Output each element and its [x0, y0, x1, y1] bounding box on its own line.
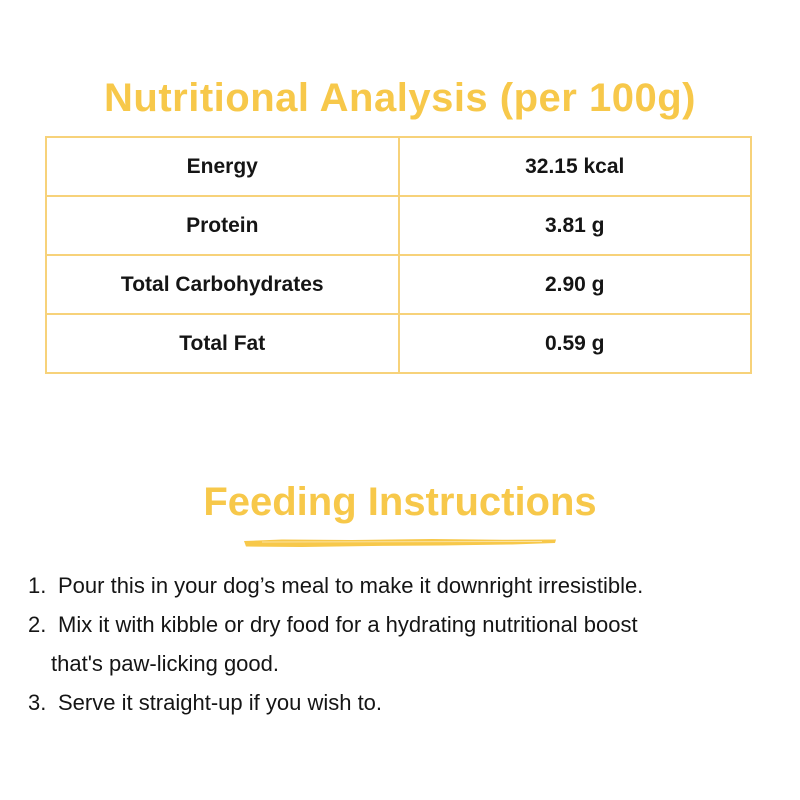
list-item: [28, 683, 778, 722]
list-item: [28, 566, 778, 605]
table-row: [46, 137, 751, 196]
table-row: [46, 196, 751, 255]
nutrient-value: 2.90 g: [399, 255, 752, 314]
nutrition-title: Nutritional Analysis (per 100g): [104, 76, 696, 120]
nutrient-value: 32.15 kcal: [399, 137, 752, 196]
step-text-continued: that's paw-licking good.: [51, 651, 279, 676]
list-item: [28, 605, 778, 683]
nutrient-value: 3.81 g: [399, 196, 752, 255]
step-number: 3.: [28, 690, 47, 715]
feeding-title: Feeding Instructions: [203, 480, 597, 524]
step-number: 2.: [28, 612, 47, 637]
step-text: Pour this in your dog’s meal to make it downright irresistible.: [58, 573, 644, 598]
nutrient-label: Total Carbohydrates: [46, 255, 399, 314]
nutrient-label: Energy: [46, 137, 399, 196]
table-row: [46, 255, 751, 314]
table-row: [46, 314, 751, 373]
step-number: 1.: [28, 573, 47, 598]
feeding-steps-list: [28, 566, 778, 722]
nutrient-label: Protein: [46, 196, 399, 255]
step-text: Serve it straight-up if you wish to.: [58, 690, 383, 715]
brush-underline-decoration: [242, 536, 558, 550]
nutrient-label: Total Fat: [46, 314, 399, 373]
nutrient-value: 0.59 g: [399, 314, 752, 373]
step-text: Mix it with kibble or dry food for a hydrating nutritional boost: [58, 612, 638, 637]
nutrition-table: [45, 136, 752, 374]
